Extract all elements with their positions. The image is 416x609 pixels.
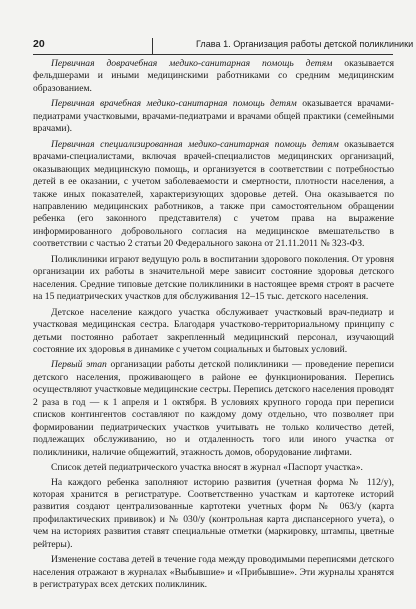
paragraph-text: оказывается врачами-педиатрами участковыми, врачами-педиатрами и врачами общей практики (семейными врачами). [33, 98, 394, 135]
paragraph-text: Детское население каждого участка обслуживает участковый врач-педиатр и участковая медицинская сестра. Благодаря участково-территориальному принципу с детьми постоянно работает закрепленный медицинский персонал, изучающий состояние их здоровья в динамике с учетом социальных и бытовых условий. [33, 306, 394, 355]
paragraph [33, 554, 394, 591]
paragraph-text: На каждого ребенка заполняют историю развития (учетная форма № 112/у), которая хранится в регистратуре. Соответственно участкам и картотеке историй развития создают централизованные картотеки учетных форм № 063/у (карта профилактических прививок) и № 030/у (контрольная карта диспансерного учета), о чем на историях развития ставят специальные отметки (маркировку, штампы, цветные рейтеры). [33, 476, 394, 550]
paragraph [33, 58, 394, 95]
running-header [33, 38, 414, 54]
paragraph-lead: Первый этап [51, 359, 107, 371]
paragraph [33, 98, 394, 135]
paragraph [33, 307, 394, 357]
header-divider [152, 38, 153, 54]
paragraph-text: оказывается врачами-специалистами, включая врачей-специалистов медицинских организаций, оказывающих медицинскую помощь, и организуется в соответствии с потребностью детей в ее оказании, с учетом заболеваемости и смертности, плотности населения, а также иных показателей, характеризующих здоровье детей. Она оказывается по направлению медицинских работников, а также при самостоятельном обращении ребенка (его законного представителя) с учетом права на выражение информированного добровольного согласия на медицинское вмешательство в соответствии с частью 2 статьи 20 Федерального закона от 21.11.2011 № 323-ФЗ. [33, 138, 394, 250]
paragraph-text: Изменение состава детей в течение года между проводимыми переписями детского населения отражают в журналах «Выбывшие» и «Прибывшие». Эти журналы хранятся в регистратурах всех детских поликлиник. [33, 554, 394, 591]
chapter-title: Глава 1. Организация работы детской поликлиники [196, 39, 414, 49]
paragraph [33, 462, 394, 474]
paragraph-text: оказывается фельдшерами и иными медицинскими работниками со средним медицинским образованием. [33, 58, 394, 94]
paragraph-lead: Первичная доврачебная медико-санитарная помощь детям [51, 58, 333, 69]
paragraph [33, 477, 394, 552]
paragraph-lead: Первичная врачебная медико-санитарная помощь детям [51, 98, 297, 110]
header-rule [33, 54, 393, 55]
paragraph [33, 254, 394, 304]
paragraph-text: Поликлиники играют ведущую роль в воспитании здорового поколения. От уровня организации их работы в значительной мере зависит состояние здоровья детского населения. Средние типовые детские поликлиники в настоящее время строят в расчете на 15 педиатрических участков для обслуживания 12–15 тыс. детского населения. [33, 253, 394, 303]
page-number: 20 [33, 38, 45, 50]
paragraph [33, 139, 394, 251]
body-text [33, 58, 394, 595]
paragraph-lead: Первичная специализированная медико-санитарная помощь детям [51, 138, 339, 150]
paragraph [33, 359, 394, 459]
paragraph-text: организации работы детской поликлиники — проведение переписи детского населения, проживающего в районе ее функционирования. Перепись осуществляют участковые медицинские сестры. Перепись детского населения проводят 2 раза в год — к 1 апреля и 1 октября. В условиях крупного города при переписи списков контингентов составляют по каждому дому отдельно, что позволяет при формировании педиатрических участков учитывать не только количество детей, подлежащих обслуживанию, но и отдаленность того или иного участка от поликлиники, наличие общежитий, этажность домов, оборудование лифтами. [33, 359, 394, 458]
paragraph-text: Список детей педиатрического участка вносят в журнал «Паспорт участка». [51, 462, 363, 474]
